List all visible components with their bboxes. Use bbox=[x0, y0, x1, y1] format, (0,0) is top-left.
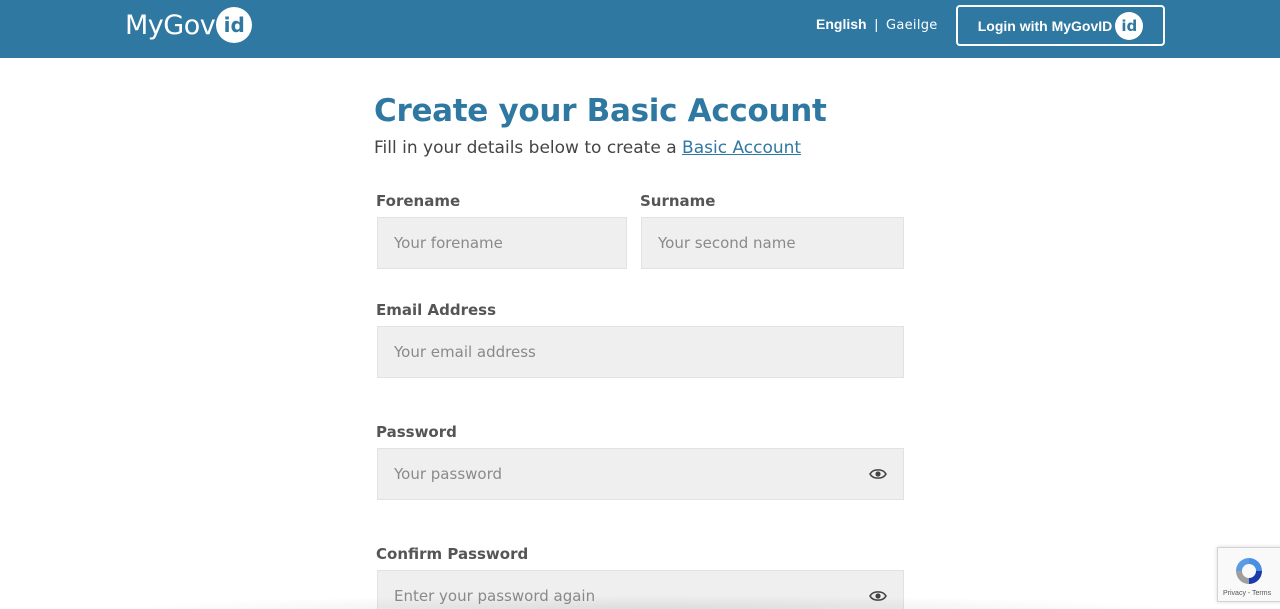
email-field-box bbox=[377, 326, 904, 378]
forename-label: Forename bbox=[376, 192, 461, 210]
surname-input[interactable] bbox=[658, 218, 903, 268]
header-bar bbox=[0, 0, 1280, 58]
subtitle-text: Fill in your details below to create a bbox=[374, 138, 683, 158]
language-separator: | bbox=[874, 16, 879, 32]
forename-input[interactable] bbox=[394, 218, 626, 268]
language-english[interactable]: English bbox=[816, 16, 867, 32]
recaptcha-terms[interactable]: Privacy - Terms bbox=[1223, 590, 1272, 597]
email-input[interactable] bbox=[394, 327, 903, 377]
eye-icon[interactable] bbox=[869, 467, 887, 481]
page-subtitle bbox=[374, 138, 801, 158]
recaptcha-icon bbox=[1232, 554, 1266, 588]
recaptcha-badge[interactable] bbox=[1217, 547, 1280, 602]
mygovid-badge-icon: id bbox=[1115, 12, 1143, 40]
mygovid-logo[interactable] bbox=[125, 6, 252, 44]
language-switcher bbox=[816, 16, 938, 33]
bottom-shadow bbox=[120, 595, 1180, 609]
language-gaeilge[interactable]: Gaeilge bbox=[885, 18, 938, 33]
logo-badge-icon: id bbox=[216, 7, 252, 43]
page-title: Create your Basic Account bbox=[374, 93, 827, 129]
login-button-label: Login with MyGovID bbox=[977, 17, 1113, 34]
email-label: Email Address bbox=[376, 301, 497, 319]
login-button[interactable] bbox=[956, 5, 1165, 46]
logo-text: MyGov bbox=[125, 9, 216, 41]
password-input[interactable] bbox=[394, 449, 903, 499]
surname-field-box bbox=[641, 217, 904, 269]
confirm-password-label: Confirm Password bbox=[376, 545, 529, 563]
password-label: Password bbox=[376, 423, 457, 441]
password-field-box bbox=[377, 448, 904, 500]
basic-account-link[interactable]: Basic Account bbox=[682, 138, 802, 158]
surname-label: Surname bbox=[640, 192, 716, 210]
forename-field-box bbox=[377, 217, 627, 269]
